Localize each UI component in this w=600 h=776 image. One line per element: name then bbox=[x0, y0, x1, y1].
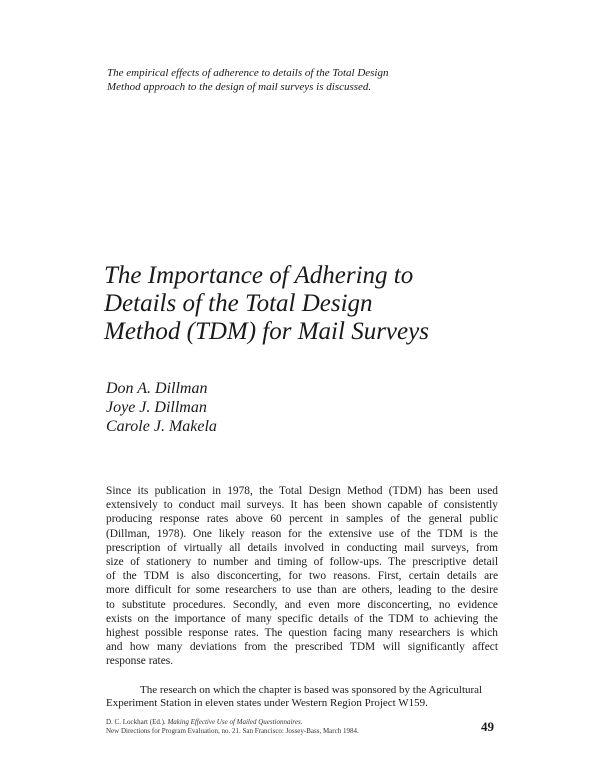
body-paragraph bbox=[106, 484, 498, 669]
citation-editor: D. C. Lockhart (Ed.). bbox=[106, 718, 166, 726]
abstract bbox=[107, 66, 427, 94]
citation-book-title: Making Effective Use of Mailed Questionnaires. bbox=[167, 718, 303, 726]
body-line: more difficult for some researchers to use than are others, leading to the desire bbox=[106, 584, 498, 597]
body-line: to substitute procedures. Secondly, and even more disconcerting, no evidence bbox=[106, 598, 498, 611]
body-line: (Dillman, 1978). One likely reason for the extensive use of the TDM is the bbox=[106, 527, 498, 540]
abstract-line: The empirical effects of adherence to details of the Total Design bbox=[107, 67, 389, 79]
author-name: Carole J. Makela bbox=[106, 418, 217, 435]
body-line: producing response rates above 60 percent in samples of the general public bbox=[106, 513, 498, 526]
body-line: highest possible response rates. The question facing many researchers is which bbox=[106, 627, 498, 640]
body-line: prescription of virtually all details involved in conducting mail surveys, from bbox=[106, 541, 498, 554]
body-line: response rates. bbox=[106, 655, 174, 668]
author-name: Joye J. Dillman bbox=[106, 399, 207, 416]
footnote-line: The research on which the chapter is based was sponsored by the Agricultural bbox=[140, 684, 483, 696]
body-line: extensively to conduct mail surveys. It has been shown capable of consistently bbox=[106, 499, 498, 512]
body-line: size of stationery to number and timing of follow-ups. The prescriptive detail bbox=[106, 556, 498, 569]
title-line: The Importance of Adhering to bbox=[104, 262, 414, 289]
title-line: Method (TDM) for Mail Surveys bbox=[104, 318, 429, 345]
citation-line-2: New Directions for Program Evaluation, no. 21. San Francisco: Jossey-Bass, March 1984. bbox=[106, 727, 359, 735]
citation-line-1 bbox=[106, 718, 359, 727]
citation bbox=[106, 718, 359, 736]
body-line: and how many deviations from the prescribed TDM will significantly affect bbox=[106, 641, 498, 654]
body-line: exists on the importance of many specific details of the TDM to achieving the bbox=[106, 612, 498, 625]
article-title bbox=[104, 262, 524, 346]
body-line: Since its publication in 1978, the Total Design Method (TDM) has been used bbox=[106, 485, 498, 497]
footnote bbox=[106, 684, 498, 710]
author-list bbox=[106, 379, 217, 436]
title-line: Details of the Total Design bbox=[104, 290, 373, 317]
author-name: Don A. Dillman bbox=[106, 380, 208, 397]
abstract-line: Method approach to the design of mail surveys is discussed. bbox=[107, 81, 372, 93]
footnote-line: Experiment Station in eleven states under Western Region Project W159. bbox=[106, 697, 428, 709]
page-number: 49 bbox=[481, 719, 494, 734]
body-line: of the TDM is also disconcerting, for two reasons. First, certain details are bbox=[106, 570, 498, 583]
